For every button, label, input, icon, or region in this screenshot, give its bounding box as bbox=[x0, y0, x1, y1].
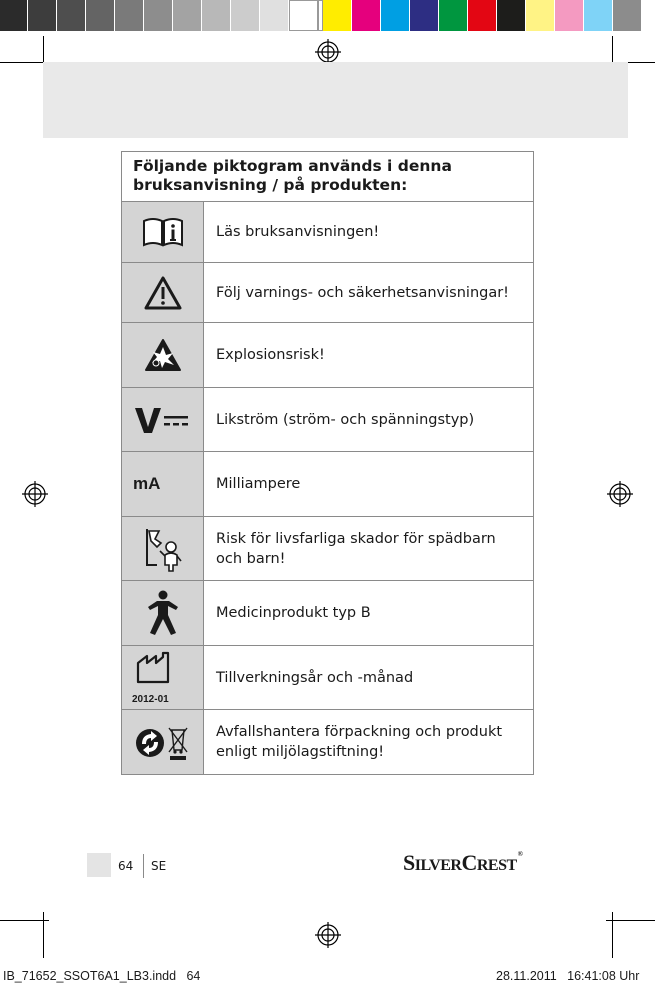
row-text: Likström (ström- och spänningstyp) bbox=[216, 411, 475, 428]
table-row bbox=[122, 710, 533, 774]
color-swatch bbox=[144, 0, 173, 31]
divider bbox=[143, 854, 144, 878]
color-swatch bbox=[439, 0, 468, 31]
color-swatch bbox=[86, 0, 115, 31]
icon-cell bbox=[122, 323, 204, 387]
color-swatch bbox=[555, 0, 584, 31]
icon-cell bbox=[122, 202, 204, 262]
recycling-disposal-icon bbox=[133, 722, 193, 762]
color-swatch bbox=[381, 0, 410, 31]
color-swatch bbox=[28, 0, 57, 31]
header-band bbox=[43, 62, 628, 138]
color-swatch bbox=[260, 0, 289, 31]
child-danger-icon bbox=[143, 525, 183, 573]
crop-mark bbox=[43, 912, 44, 958]
color-swatch bbox=[323, 0, 352, 31]
icon-cell bbox=[122, 517, 204, 580]
color-swatch bbox=[584, 0, 613, 31]
table-row bbox=[122, 388, 533, 452]
icon-cell bbox=[122, 581, 204, 645]
direct-current-icon bbox=[133, 405, 193, 435]
icon-cell bbox=[122, 263, 204, 322]
color-calibration-bar bbox=[0, 0, 655, 31]
row-text: Tillverkningsår och -månad bbox=[216, 669, 414, 686]
icon-cell bbox=[122, 452, 204, 516]
language-code: SE bbox=[151, 859, 167, 873]
table-row bbox=[122, 581, 533, 646]
row-text: Milliampere bbox=[216, 476, 301, 492]
crop-mark bbox=[606, 920, 655, 921]
row-text: Explosionsrisk! bbox=[216, 347, 325, 363]
manufacture-date-icon bbox=[135, 651, 171, 685]
row-text: Risk för livsfarliga skador för spädbarn och barn! bbox=[216, 530, 496, 567]
color-swatch bbox=[613, 0, 642, 31]
table-row bbox=[122, 452, 533, 517]
crop-mark bbox=[612, 912, 613, 958]
color-swatch bbox=[289, 0, 318, 31]
color-swatch bbox=[173, 0, 202, 31]
color-swatch bbox=[468, 0, 497, 31]
row-text: Läs bruksanvisningen! bbox=[216, 224, 380, 240]
icon-cell bbox=[122, 646, 204, 709]
table-header: Följande piktogram används i denna bruksanvisning / på produkten: bbox=[122, 152, 533, 202]
table-row bbox=[122, 517, 533, 581]
color-swatch bbox=[526, 0, 555, 31]
crop-mark bbox=[0, 920, 49, 921]
crop-mark bbox=[0, 62, 49, 63]
table-row bbox=[122, 646, 533, 710]
milliampere-icon: mA bbox=[133, 474, 161, 493]
warning-triangle-icon bbox=[143, 275, 183, 311]
color-swatch bbox=[410, 0, 439, 31]
table-row bbox=[122, 323, 533, 388]
color-swatch bbox=[497, 0, 526, 31]
color-swatch bbox=[0, 0, 28, 31]
print-timestamp: 28.11.2011 16:41:08 Uhr bbox=[496, 969, 640, 983]
table-row bbox=[122, 202, 533, 263]
registration-mark-icon bbox=[607, 481, 633, 507]
pictogram-table bbox=[121, 151, 534, 775]
color-swatch bbox=[202, 0, 231, 31]
row-text: Följ varnings- och säkerhetsanvisningar! bbox=[216, 284, 509, 301]
icon-cell bbox=[122, 388, 204, 451]
table-row bbox=[122, 263, 533, 323]
row-text: Avfallshantera förpackning och produkt enligt miljölagstiftning! bbox=[216, 724, 503, 760]
page-marker bbox=[87, 853, 111, 877]
page-number: 64 bbox=[118, 859, 134, 873]
color-swatch bbox=[57, 0, 86, 31]
brand-logo: SILVERCREST® bbox=[403, 850, 523, 875]
manual-info-icon bbox=[141, 215, 185, 249]
manufacture-year: 2012-01 bbox=[132, 694, 169, 705]
color-swatch bbox=[352, 0, 381, 31]
explosion-risk-icon bbox=[143, 337, 183, 373]
registration-mark-icon bbox=[22, 481, 48, 507]
row-text: Medicinprodukt typ B bbox=[216, 605, 371, 621]
registration-mark-icon bbox=[315, 922, 341, 948]
icon-cell bbox=[122, 710, 204, 774]
color-swatch bbox=[115, 0, 144, 31]
color-swatch bbox=[231, 0, 260, 31]
file-slug: IB_71652_SSOT6A1_LB3.indd 64 bbox=[3, 969, 201, 983]
medical-type-b-icon bbox=[145, 589, 181, 637]
